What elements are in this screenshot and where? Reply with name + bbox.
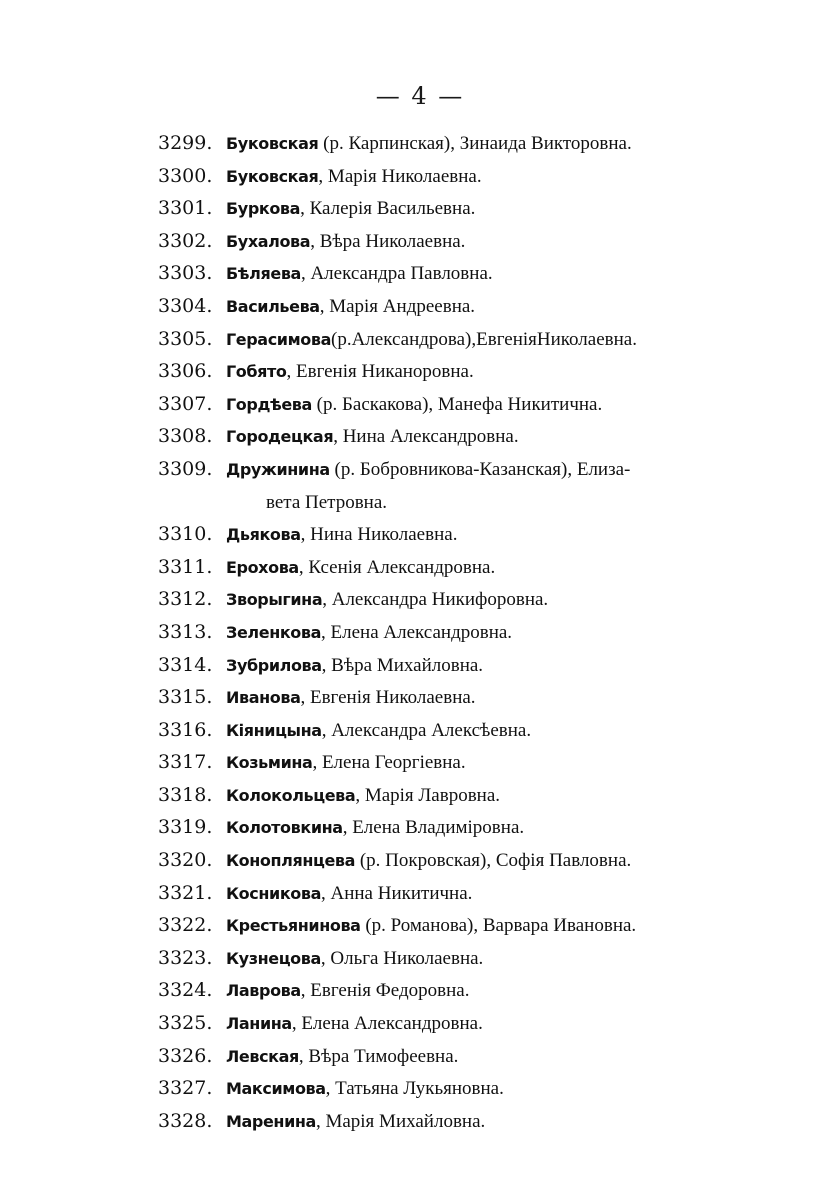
entry-surname: Ланина: [226, 1014, 292, 1034]
entry-surname: Кіяницына: [226, 720, 322, 740]
list-item: [158, 355, 718, 388]
entry-details: , Елена Владиміровна.: [342, 817, 525, 839]
entry-details: , Марія Лавровна.: [355, 784, 501, 806]
entry-surname: Зубрилова: [226, 655, 322, 675]
entry-surname: Козьмина: [226, 753, 313, 773]
entry-surname: Иванова: [226, 688, 301, 708]
entry-surname: Васильева: [226, 296, 320, 316]
entry-surname: Кузнецова: [226, 948, 321, 968]
entry-surname: Буковская: [226, 134, 319, 153]
entry-details: , Елена Александровна.: [291, 1013, 483, 1035]
list-item: [158, 974, 718, 1007]
entry-details: , Марія Михайловна.: [315, 1110, 486, 1132]
entry-number: 3301.: [158, 197, 213, 220]
entry-details: , Елена Георгіевна.: [312, 752, 466, 774]
entry-surname: Ерохова: [226, 557, 299, 577]
entry-list: [158, 127, 718, 1137]
entry-number: 3319.: [158, 816, 213, 839]
entry-number: 3317.: [158, 751, 213, 774]
entry-surname: Дьякова: [226, 525, 301, 545]
entry-number: 3309.: [158, 457, 213, 480]
entry-surname: Бѣляева: [226, 264, 301, 284]
entry-number: 3323.: [158, 946, 213, 969]
list-item: [158, 811, 718, 844]
entry-details: (р. Бобровникова-Казанская), Елиза-: [329, 458, 631, 480]
entry-number: 3311.: [158, 555, 213, 578]
entry-surname: Буковская: [226, 166, 319, 186]
entry-surname: Максимова: [226, 1079, 326, 1099]
entry-details: , Александра Алексѣевна.: [321, 719, 532, 741]
entry-surname: Бухалова: [226, 231, 311, 251]
list-item: [158, 1105, 718, 1138]
list-item: [158, 518, 718, 551]
entry-details: , Елена Александровна.: [321, 621, 513, 643]
list-item: [158, 290, 718, 323]
entry-details: , Нина Александровна.: [333, 426, 519, 448]
list-item: [158, 942, 718, 975]
entry-surname: Гордѣева: [226, 394, 312, 414]
entry-number: 3315.: [158, 686, 213, 709]
list-item: [158, 127, 718, 160]
entry-details: (р. Баскакова), Манефа Никитична.: [311, 393, 603, 415]
entry-number: 3312.: [158, 588, 213, 611]
entry-number: 3313.: [158, 620, 213, 643]
list-item: [158, 453, 718, 518]
list-item: [158, 160, 718, 193]
entry-number: 3324.: [158, 979, 213, 1002]
entry-surname: Колотовкина: [226, 818, 343, 838]
list-item: [158, 746, 718, 779]
entry-surname: Гобято: [226, 362, 287, 382]
list-item: [158, 844, 718, 877]
list-item: [158, 714, 718, 747]
entry-surname: Левская: [226, 1046, 299, 1066]
list-item: [158, 257, 718, 290]
entry-details: , Татьяна Лукьяновна.: [325, 1078, 504, 1100]
entry-surname: Герасимова: [226, 329, 331, 349]
entry-surname: Косникова: [226, 883, 321, 903]
entry-details: , Евгенія Николаевна.: [300, 687, 476, 709]
entry-number: 3310.: [158, 523, 213, 546]
entry-number: 3325.: [158, 1012, 213, 1035]
list-item: [158, 649, 718, 682]
entry-surname: Маренина: [226, 1111, 316, 1131]
entry-surname: Зеленкова: [226, 622, 322, 642]
entry-number: 3318.: [158, 783, 213, 806]
entry-number: 3299.: [158, 132, 213, 154]
entry-number: 3321.: [158, 881, 213, 904]
entry-number: 3308.: [158, 425, 213, 448]
entry-surname: Коноплянцева: [226, 851, 356, 871]
entry-number: 3304.: [158, 294, 213, 317]
entry-details: (р. Карпинская), Зинаида Викторовна.: [318, 133, 632, 154]
entry-continuation: вета Петровна.: [266, 491, 388, 513]
entry-details: , Анна Никитична.: [321, 882, 473, 904]
entry-surname: Городецкая: [226, 427, 334, 447]
list-item: [158, 583, 718, 616]
entry-details: , Ксенія Александровна.: [298, 556, 496, 578]
entry-number: 3307.: [158, 392, 213, 415]
list-item: [158, 877, 718, 910]
entry-surname: Буркова: [226, 199, 301, 219]
entry-details: , Евгенія Федоровна.: [300, 980, 470, 1002]
entry-details: , Вѣра Николаевна.: [310, 230, 466, 252]
entry-details: , Нина Николаевна.: [300, 524, 458, 546]
list-item: [158, 616, 718, 649]
entry-surname: Зворыгина: [226, 590, 323, 610]
entry-details: (р. Покровская), Софія Павловна.: [355, 850, 632, 872]
list-item: [158, 420, 718, 453]
entry-details: (р. Романова), Варвара Ивановна.: [360, 915, 637, 937]
entry-surname: Дружинина: [226, 459, 330, 479]
entry-number: 3300.: [158, 164, 213, 187]
entry-details: , Вѣра Тимофеевна.: [298, 1045, 459, 1067]
entry-number: 3322.: [158, 914, 213, 937]
entry-details: , Марія Николаевна.: [318, 165, 482, 187]
list-item: [158, 1007, 718, 1040]
entry-number: 3328.: [158, 1109, 213, 1132]
entry-details: , Ольга Николаевна.: [320, 947, 484, 969]
entry-details: , Марія Андреевна.: [319, 295, 476, 317]
entry-details: , Александра Никифоровна.: [322, 589, 549, 611]
list-item: [158, 388, 718, 421]
entry-details: , Александра Павловна.: [300, 263, 493, 285]
list-item: [158, 323, 718, 356]
list-item: [158, 551, 718, 584]
entry-number: 3327.: [158, 1077, 213, 1100]
entry-details: , Евгенія Никаноровна.: [286, 361, 474, 383]
entry-number: 3305.: [158, 327, 213, 350]
list-item: [158, 192, 718, 225]
list-item: [158, 909, 718, 942]
entry-surname: Колокольцева: [226, 785, 356, 805]
list-item: [158, 681, 718, 714]
entry-number: 3306.: [158, 360, 213, 383]
list-item: [158, 1040, 718, 1073]
entry-surname: Крестьянинова: [226, 916, 361, 936]
entry-details: , Калерія Васильевна.: [300, 198, 476, 220]
list-item: [158, 225, 718, 258]
list-item: [158, 1072, 718, 1105]
entry-details: , Вѣра Михайловна.: [321, 654, 484, 676]
entry-number: 3302.: [158, 229, 213, 252]
entry-number: 3320.: [158, 849, 213, 872]
page-number: — 4 —: [375, 82, 465, 110]
list-item: [158, 779, 718, 812]
entry-details: (р.Александрова),ЕвгеніяНиколаевна.: [331, 328, 637, 350]
entry-number: 3316.: [158, 718, 213, 741]
entry-number: 3314.: [158, 653, 213, 676]
entry-surname: Лаврова: [226, 981, 301, 1001]
entry-number: 3303.: [158, 262, 213, 285]
entry-number: 3326.: [158, 1044, 213, 1067]
